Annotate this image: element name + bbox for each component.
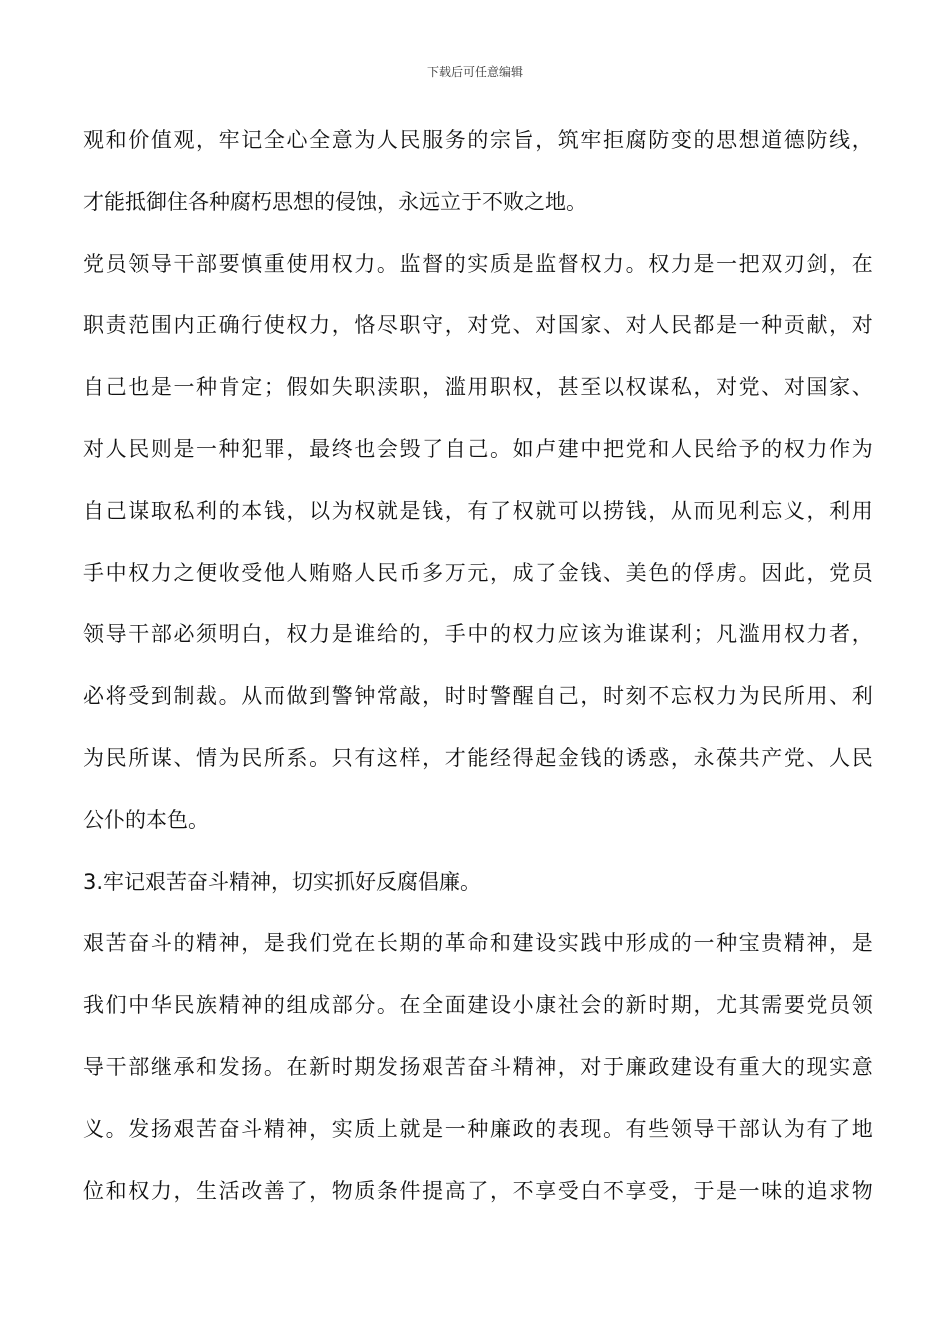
page-header: 下载后可任意编辑 bbox=[426, 65, 523, 79]
text-line: 公仆的本色。 bbox=[83, 807, 209, 832]
text-line: 领 导 干 部 必 须 明 白 ， 权 力 是 谁 给 的 ， 手 中 的 权 力 应 该 为 谁 谋 利 ； 凡 滥 用 权 力 者 ， bbox=[83, 622, 873, 647]
text-line: 党 员 领 导 干 部 要 慎 重 使 用 权 力 。 监 督 的 实 质 是 监 督 权 力 。 权 力 是 一 把 双 刃 剑 ， 在 bbox=[83, 251, 873, 276]
text-line: 为 民 所 谋 、 情 为 民 所 系 。 只 有 这 样 ， 才 能 经 得 起 金 钱 的 诱 惑 ， 永 葆 共 产 党 、 人 民 bbox=[83, 746, 873, 770]
text-line: 义 。 发 扬 艰 苦 奋 斗 精 神 ， 实 质 上 就 是 一 种 廉 政 的 表 现 。 有 些 领 导 干 部 认 为 有 了 地 bbox=[83, 1116, 873, 1141]
text-line: 艰 苦 奋 斗 的 精 神 ， 是 我 们 党 在 长 期 的 革 命 和 建 设 实 践 中 形 成 的 一 种 宝 贵 精 神 ， 是 bbox=[83, 931, 873, 956]
text-line: 导 干 部 继 承 和 发 扬 。 在 新 时 期 发 扬 艰 苦 奋 斗 精 神 ， 对 于 廉 政 建 设 有 重 大 的 现 实 意 bbox=[83, 1055, 873, 1079]
text-line: 才能抵御住各种腐朽思想的侵蚀，永远立于不败之地。 bbox=[83, 189, 587, 214]
text-line: 手 中 权 力 之 便 收 受 他 人 贿 赂 人 民 币 多 万 元 ， 成 了 金 钱 、 美 色 的 俘 虏 。 因 此 ， 党 员 bbox=[83, 560, 873, 585]
text-line: 3.牢记艰苦奋斗精神，切实抓好反腐倡廉。 bbox=[83, 869, 482, 894]
text-line: 职 责 范 围 内 正 确 行 使 权 力 ， 恪 尽 职 守 ， 对 党 、 对 国 家 、 对 人 民 都 是 一 种 贡 献 ， 对 bbox=[83, 313, 873, 338]
text-line: 必 将 受 到 制 裁 。 从 而 做 到 警 钟 常 敲 ， 时 时 警 醒 自 己 ， 时 刻 不 忘 权 力 为 民 所 用 、 利 bbox=[83, 684, 873, 709]
text-line: 自 己 也 是 一 种 肯 定 ； 假 如 失 职 渎 职 ， 滥 用 职 权 ， 甚 至 以 权 谋 私 ， 对 党 、 对 国 家 、 bbox=[83, 375, 873, 400]
text-line: 自 己 谋 取 私 利 的 本 钱 ， 以 为 权 就 是 钱 ， 有 了 权 就 可 以 捞 钱 ， 从 而 见 利 忘 义 ， 利 用 bbox=[83, 498, 873, 523]
text-line: 对 人 民 则 是 一 种 犯 罪 ， 最 终 也 会 毁 了 自 己 。 如 卢 建 中 把 党 和 人 民 给 予 的 权 力 作 为 bbox=[83, 437, 873, 461]
text-line: 我 们 中 华 民 族 精 神 的 组 成 部 分 。 在 全 面 建 设 小 康 社 会 的 新 时 期 ， 尤 其 需 要 党 员 领 bbox=[83, 993, 873, 1018]
text-line: 观 和 价 值 观 ， 牢 记 全 心 全 意 为 人 民 服 务 的 宗 旨 ， 筑 牢 拒 腐 防 变 的 思 想 道 德 防 线 ， bbox=[83, 128, 873, 152]
text-line: 位 和 权 力 ， 生 活 改 善 了 ， 物 质 条 件 提 高 了 ， 不 享 受 白 不 享 受 ， 于 是 一 味 的 追 求 物 bbox=[83, 1178, 873, 1203]
